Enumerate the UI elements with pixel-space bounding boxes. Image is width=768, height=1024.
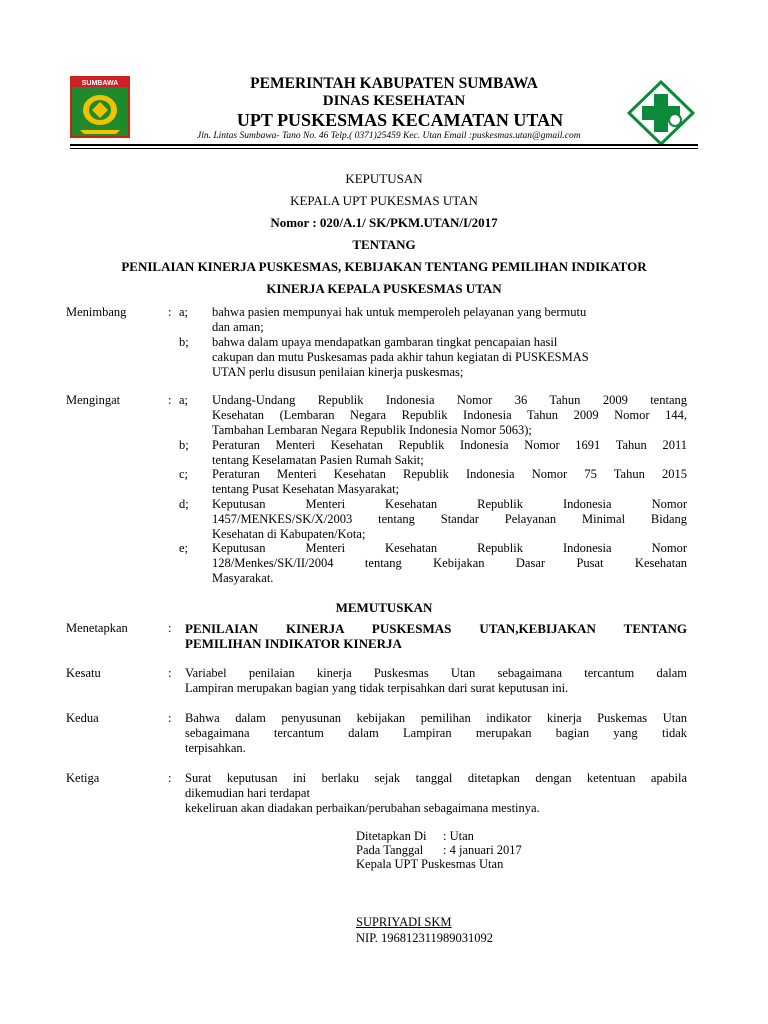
logo-caption: SUMBAWA — [81, 80, 119, 87]
mengingat-a-line3: Tambahan Lembaran Negara Republik Indonesia Nomor 5063); — [212, 423, 532, 437]
header-dinas: DINAS KESEHATAN — [322, 93, 466, 109]
mengingat-c-line1: Peraturan Menteri Kesehatan Republik Indonesia Nomor 75 Tahun 2015 — [212, 467, 687, 481]
ketiga-colon: : — [168, 771, 172, 785]
title-subject-line2: KINERJA KEPALA PUSKESMAS UTAN — [266, 281, 502, 296]
mengingat-e-marker: e; — [179, 541, 189, 555]
header-rule — [70, 144, 698, 146]
title-nomor: Nomor : 020/A.1/ SK/PKM.UTAN/I/2017 — [270, 215, 498, 230]
kedua-colon: : — [168, 711, 172, 725]
kesatu-line2: Lampiran merupakan bagian yang tidak terpisahkan dari surat keputusan ini. — [185, 681, 569, 695]
mengingat-e-line3: Masyarakat. — [212, 571, 274, 585]
mengingat-c-line2: tentang Pusat Kesehatan Masyarakat; — [212, 482, 400, 496]
ketiga-line3: kekeliruan akan diadakan perbaikan/perubahan sebagaimana mestinya. — [185, 801, 540, 815]
menetapkan-line2: PEMILIHAN INDIKATOR KINERJA — [185, 636, 402, 651]
kedua-line2: sebagaimana tercantum dalam Lampiran merupakan bagian yang tidak — [185, 726, 687, 740]
mengingat-b-marker: b; — [179, 438, 189, 452]
mengingat-a-line1: Undang-Undang Republik Indonesia Nomor 36 Tahun 2009 tentang — [212, 393, 687, 407]
kedua-label: Kedua — [66, 711, 99, 725]
signatory-name: SUPRIYADI SKM — [356, 915, 452, 929]
menimbang-label: Menimbang — [66, 305, 127, 319]
kesatu-label: Kesatu — [66, 666, 101, 680]
mengingat-d-line2: 1457/MENKES/SK/X/2003 tentang Standar Pelayanan Minimal Bidang — [212, 512, 687, 526]
menimbang-a-line1: bahwa pasien mempunyai hak untuk memperoleh pelayanan yang bermutu — [212, 305, 587, 319]
menimbang-a-line2: dan aman; — [212, 320, 264, 334]
menimbang-b-line3: UTAN perlu disusun penilaian kinerja puskesmas; — [212, 365, 464, 379]
ditetapkan-label: Ditetapkan Di — [356, 829, 427, 843]
mengingat-d-marker: d; — [179, 497, 189, 511]
tanggal-label: Pada Tanggal — [356, 843, 424, 857]
mengingat-d-line3: Kesehatan di Kabupaten/Kota; — [212, 527, 366, 541]
menimbang-b-line1: bahwa dalam upaya mendapatkan gambaran tingkat pencapaian hasil — [212, 335, 558, 349]
menetapkan-colon: : — [168, 621, 172, 635]
signatory-position: Kepala UPT Puskesmas Utan — [356, 857, 504, 871]
mengingat-e-line2: 128/Menkes/SK/II/2004 tentang Kebijakan Dasar Pusat Kesehatan — [212, 556, 687, 570]
header-rule-thin — [70, 148, 698, 149]
mengingat-b-line1: Peraturan Menteri Kesehatan Republik Indonesia Nomor 1691 Tahun 2011 — [212, 438, 687, 452]
mengingat-c-marker: c; — [179, 467, 189, 481]
kedua-line1: Bahwa dalam penyusunan kebijakan pemilihan indikator kinerja Puskemas Utan — [185, 711, 687, 725]
tanggal-value: : 4 januari 2017 — [443, 843, 522, 857]
mengingat-a-line2: Kesehatan (Lembaran Negara Republik Indonesia Tahun 2009 Nomor 144, — [212, 408, 687, 422]
mengingat-label: Mengingat — [66, 393, 121, 407]
kesatu-colon: : — [168, 666, 172, 680]
mengingat-d-line1: Keputusan Menteri Kesehatan Republik Indonesia Nomor — [212, 497, 687, 511]
kedua-line3: terpisahkan. — [185, 741, 246, 755]
ditetapkan-value: : Utan — [443, 829, 474, 843]
signatory-nip: NIP. 196812311989031092 — [356, 931, 494, 945]
menetapkan-label: Menetapkan — [66, 621, 128, 635]
header-address: Jln. Lintas Sumbawa- Tano No. 46 Telp.( 0371)25459 Kec. Utan Email :puskesmas.utan@gmail.com — [197, 131, 581, 141]
title-tentang: TENTANG — [352, 237, 416, 252]
mengingat-e-line1: Keputusan Menteri Kesehatan Republik Indonesia Nomor — [212, 541, 687, 555]
menimbang-a-marker: a; — [179, 305, 189, 319]
menimbang-colon: : — [168, 305, 172, 319]
header-upt: UPT PUSKESMAS KECAMATAN UTAN — [236, 110, 564, 130]
kesatu-line1: Variabel penilaian kinerja Puskesmas Utan sebagaimana tercantum dalam — [185, 666, 687, 680]
title-kepala: KEPALA UPT PUKESMAS UTAN — [290, 193, 478, 208]
menimbang-b-marker: b; — [179, 335, 189, 349]
ketiga-line1: Surat keputusan ini berlaku sejak tanggal ditetapkan dengan ketentuan apabila — [185, 771, 687, 785]
mengingat-a-marker: a; — [179, 393, 189, 407]
menimbang-b-line2: cakupan dan mutu Puskesamas pada akhir tahun kegiatan di PUSKESMAS — [212, 350, 589, 364]
memutuskan-heading: MEMUTUSKAN — [335, 600, 433, 615]
ketiga-label: Ketiga — [66, 771, 100, 785]
mengingat-colon: : — [168, 393, 172, 407]
header-government: PEMERINTAH KABUPATEN SUMBAWA — [250, 75, 538, 92]
ketiga-line2: dikemudian hari terdapat — [185, 786, 310, 800]
title-subject-line1: PENILAIAN KINERJA PUSKESMAS, KEBIJAKAN TENTANG PEMILIHAN INDIKATOR — [121, 259, 647, 274]
mengingat-b-line2: tentang Keselamatan Pasien Rumah Sakit; — [212, 453, 424, 467]
title-keputusan: KEPUTUSAN — [345, 171, 423, 186]
menetapkan-line1: PENILAIAN KINERJA PUSKESMAS UTAN,KEBIJAKAN TENTANG — [185, 621, 687, 636]
